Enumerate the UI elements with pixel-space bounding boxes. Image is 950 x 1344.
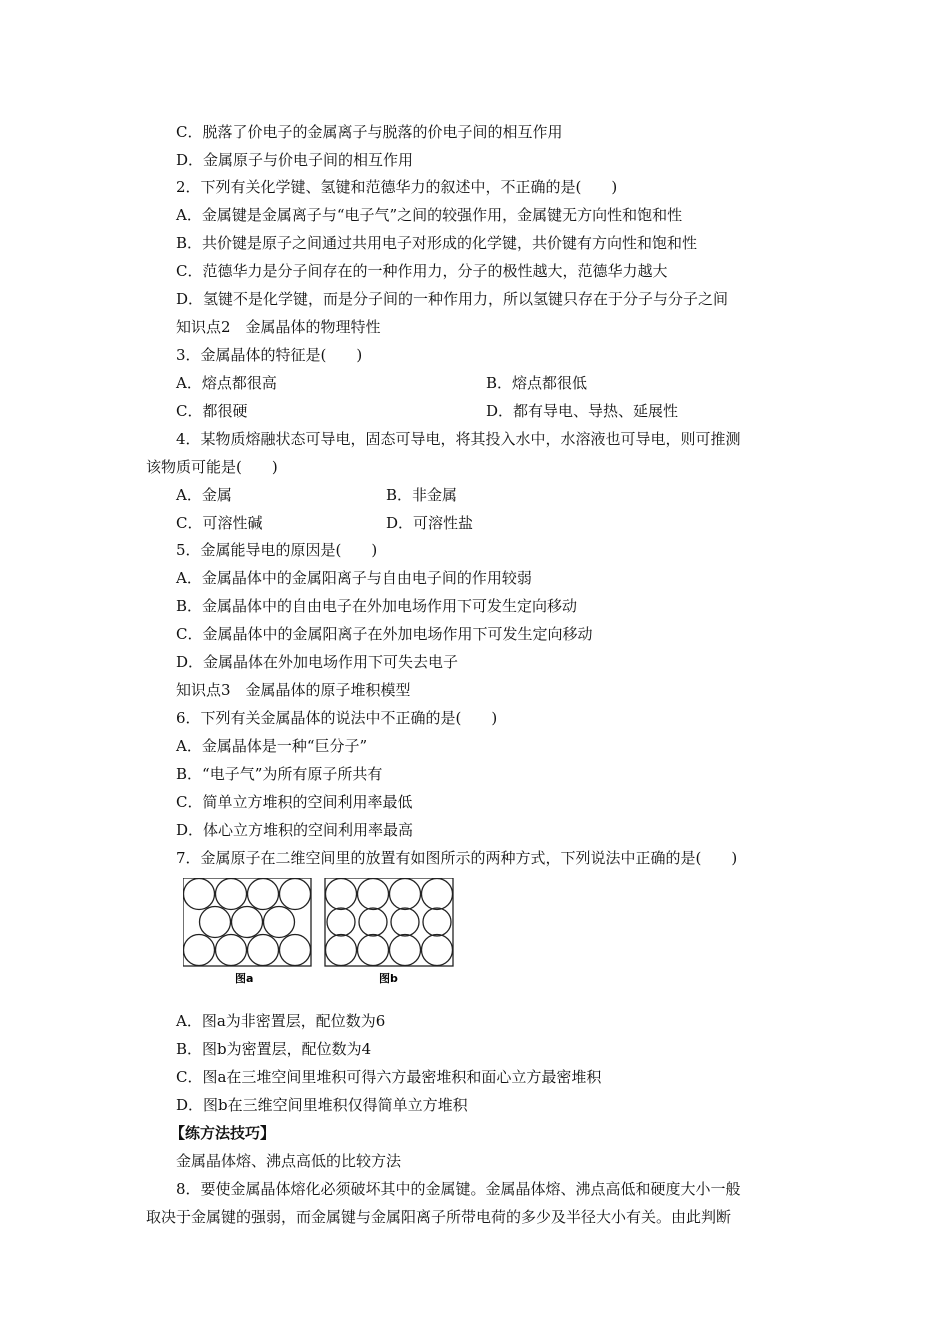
section-heading-3: 知识点3 金属晶体的原子堆积模型 — [176, 681, 411, 699]
option-4a: A．金属 — [176, 486, 232, 504]
option-5a: A．金属晶体中的金属阳离子与自由电子间的作用较弱 — [176, 569, 532, 587]
option-7d: D．图b在三维空间里堆积仅得简单立方堆积 — [176, 1096, 468, 1114]
packing-figure — [183, 878, 455, 988]
option-7b: B．图b为密置层，配位数为4 — [176, 1040, 372, 1058]
option-5b: B．金属晶体中的自由电子在外加电场作用下可发生定向移动 — [176, 597, 578, 615]
option-5d: D．金属晶体在外加电场作用下可失去电子 — [176, 653, 459, 671]
question-4-cont: 该物质可能是( ) — [146, 458, 278, 476]
option-7a: A．图a为非密置层，配位数为6 — [176, 1012, 386, 1030]
option-3b: B．熔点都很低 — [486, 374, 588, 392]
figure-a-caption: 图a — [235, 972, 254, 985]
question-8: 8．要使金属晶体熔化必须破坏其中的金属键。金属晶体熔、沸点高低和硬度大小一般 — [176, 1180, 741, 1198]
option-2b: B．共价键是原子之间通过共用电子对形成的化学键，共价键有方向性和饱和性 — [176, 234, 698, 252]
option-1d: D．金属原子与价电子间的相互作用 — [176, 151, 414, 169]
option-3c: C．都很硬 — [176, 402, 248, 420]
question-3: 3．金属晶体的特征是( ) — [176, 346, 363, 364]
question-8-cont: 取决于金属键的强弱，而金属键与金属阳离子所带电荷的多少及半径大小有关。由此判断 — [146, 1208, 732, 1226]
practice-heading: 【练方法技巧】 — [170, 1124, 276, 1142]
question-6: 6．下列有关金属晶体的说法中不正确的是( ) — [176, 709, 498, 727]
figure-a-close-packed — [183, 878, 311, 966]
method-subheading: 金属晶体熔、沸点高低的比较方法 — [176, 1152, 402, 1170]
option-2c: C．范德华力是分子间存在的一种作用力，分子的极性越大，范德华力越大 — [176, 262, 668, 280]
option-4c: C．可溶性碱 — [176, 514, 263, 532]
figure-b-square-packed — [325, 878, 453, 966]
question-2: 2．下列有关化学键、氢键和范德华力的叙述中，不正确的是( ) — [176, 178, 618, 196]
section-heading-2: 知识点2 金属晶体的物理特性 — [176, 318, 381, 336]
figure-b-caption: 图b — [379, 972, 398, 985]
option-4b: B．非金属 — [386, 486, 458, 504]
option-2a: A．金属键是金属离子与“电子气”之间的较强作用，金属键无方向性和饱和性 — [176, 206, 683, 224]
question-4: 4．某物质熔融状态可导电，固态可导电，将其投入水中，水溶液也可导电，则可推测 — [176, 430, 741, 448]
packing-diagram — [183, 878, 455, 988]
option-2d: D．氢键不是化学键，而是分子间的一种作用力，所以氢键只存在于分子与分子之间 — [176, 290, 729, 308]
option-5c: C．金属晶体中的金属阳离子在外加电场作用下可发生定向移动 — [176, 625, 593, 643]
option-6d: D．体心立方堆积的空间利用率最高 — [176, 821, 414, 839]
option-6b: B．“电子气”为所有原子所共有 — [176, 765, 383, 783]
option-1c: C．脱落了价电子的金属离子与脱落的价电子间的相互作用 — [176, 123, 563, 141]
question-5: 5．金属能导电的原因是( ) — [176, 541, 378, 559]
option-4d: D．可溶性盐 — [386, 514, 474, 532]
option-6a: A．金属晶体是一种“巨分子” — [176, 737, 368, 755]
option-6c: C．简单立方堆积的空间利用率最低 — [176, 793, 413, 811]
option-7c: C．图a在三堆空间里堆积可得六方最密堆积和面心立方最密堆积 — [176, 1068, 602, 1086]
question-7: 7．金属原子在二维空间里的放置有如图所示的两种方式，下列说法中正确的是( ) — [176, 849, 738, 867]
option-3d: D．都有导电、导热、延展性 — [486, 402, 679, 420]
option-3a: A．熔点都很高 — [176, 374, 277, 392]
